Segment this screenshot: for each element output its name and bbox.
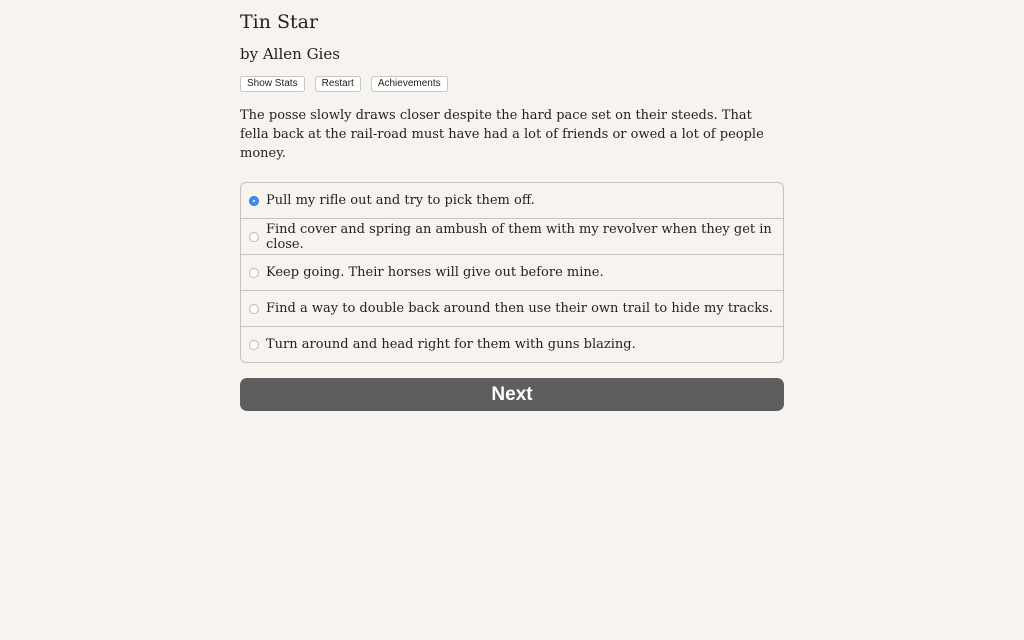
choice-option-5[interactable]	[241, 326, 783, 362]
radio-button-icon[interactable]	[249, 304, 259, 314]
achievements-button[interactable]: Achievements	[371, 76, 448, 92]
toolbar	[240, 76, 784, 92]
choice-option-1[interactable]	[241, 183, 783, 218]
game-author: by Allen Gies	[240, 45, 340, 63]
choice-label: Find cover and spring an ambush of them with my revolver when they get in close.	[266, 221, 772, 252]
restart-button[interactable]: Restart	[315, 76, 361, 92]
choice-label: Find a way to double back around then use their own trail to hide my tracks.	[266, 301, 773, 316]
next-button[interactable]: Next	[240, 378, 784, 411]
radio-button-icon[interactable]	[249, 232, 259, 242]
content-column	[240, 0, 784, 411]
choice-list	[240, 182, 784, 363]
choice-label: Turn around and head right for them with guns blazing.	[266, 337, 636, 352]
radio-button-icon[interactable]	[249, 268, 259, 278]
choice-label: Pull my rifle out and try to pick them off.	[266, 193, 535, 208]
radio-button-icon[interactable]	[249, 196, 259, 206]
radio-button-icon[interactable]	[249, 340, 259, 350]
game-title: Tin Star	[240, 11, 319, 33]
choice-option-3[interactable]	[241, 254, 783, 290]
show-stats-button[interactable]: Show Stats	[240, 76, 305, 92]
choice-option-4[interactable]	[241, 290, 783, 326]
choice-option-2[interactable]	[241, 218, 783, 254]
choice-label: Keep going. Their horses will give out before mine.	[266, 265, 604, 280]
story-passage: The posse slowly draws closer despite the hard pace set on their steeds. That fella back at the rail-road must have had a lot of friends or owed a lot of people money.	[240, 108, 764, 161]
